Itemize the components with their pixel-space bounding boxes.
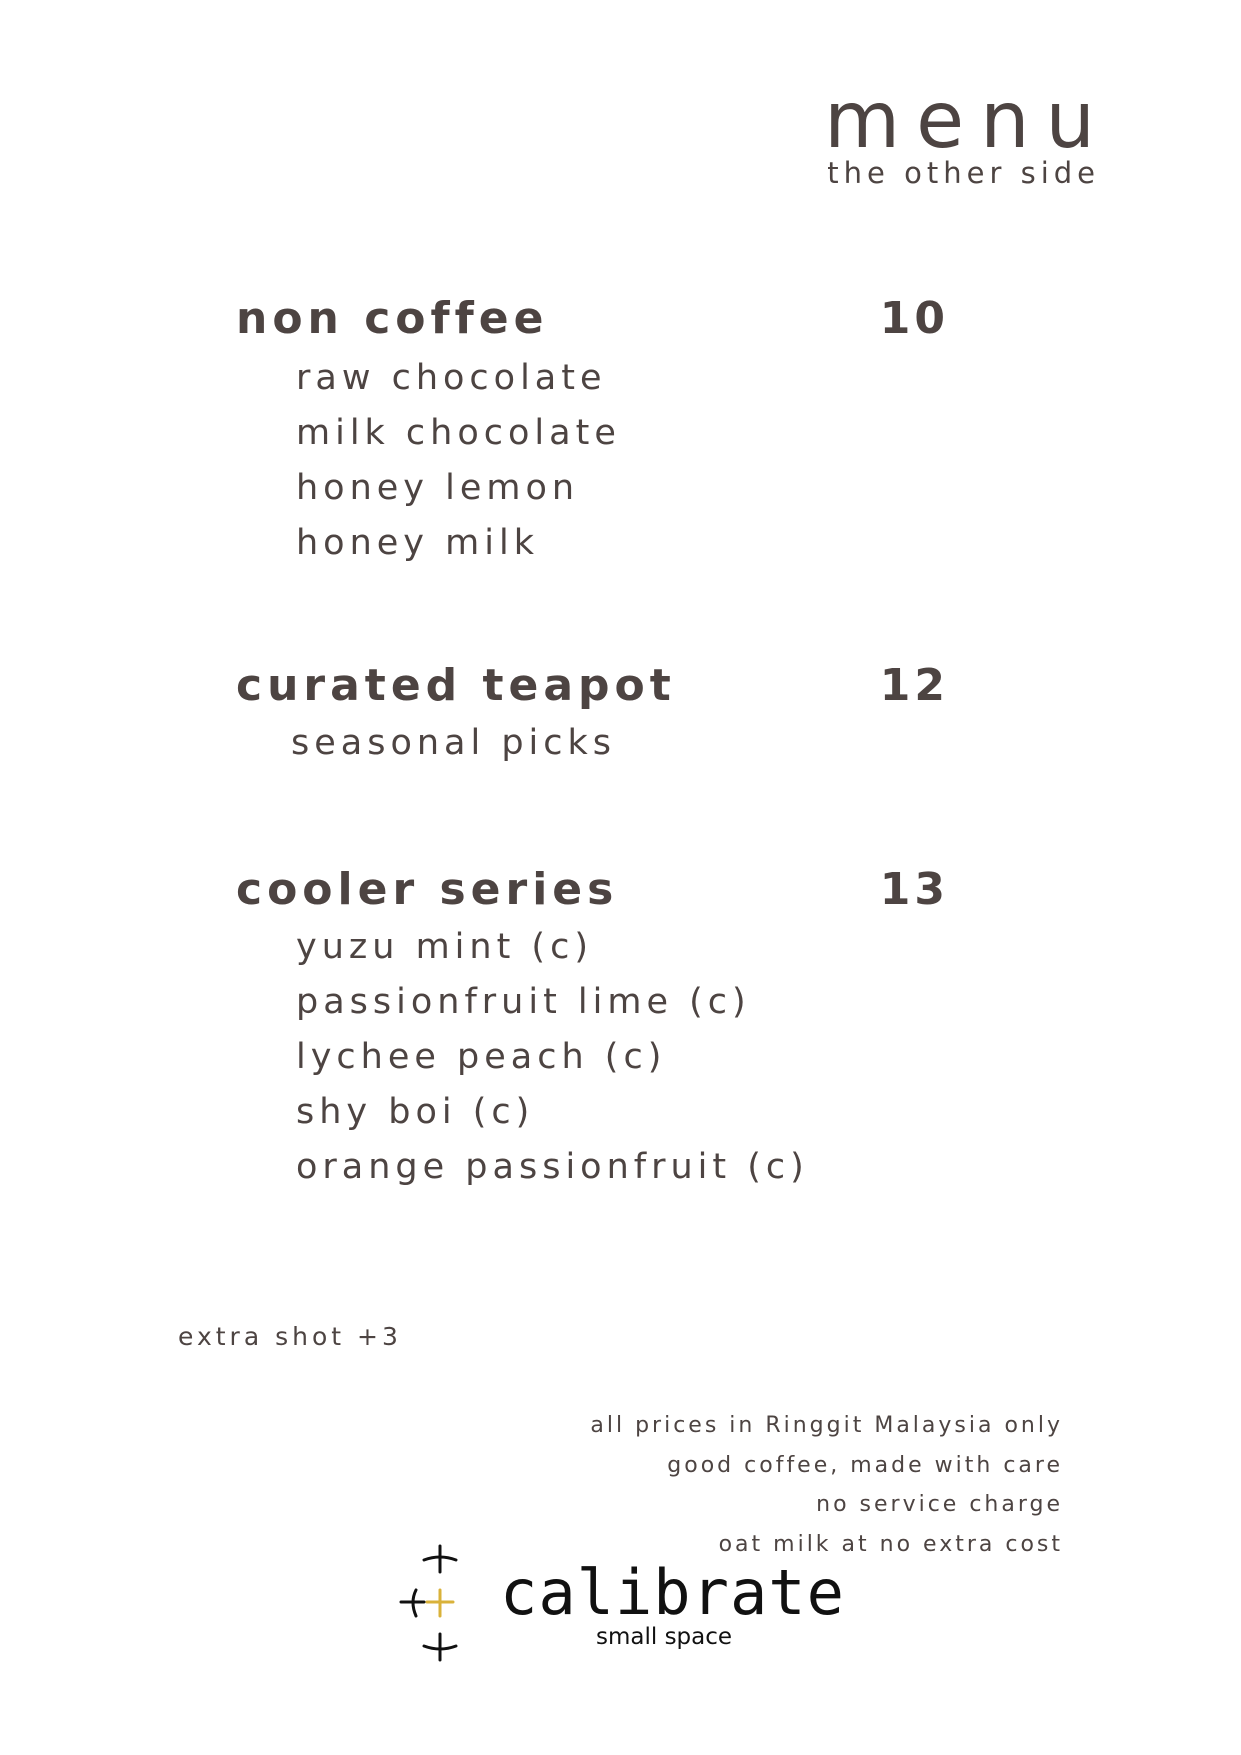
brand-tagline: small space xyxy=(596,1624,733,1650)
section-price: 12 xyxy=(879,660,949,711)
section-header xyxy=(236,658,956,714)
note-line: all prices in Ringgit Malaysia only xyxy=(590,1413,1063,1438)
menu-item: honey milk xyxy=(296,523,539,563)
menu-item: passionfruit lime (c) xyxy=(296,982,751,1022)
calibrate-logo xyxy=(398,1544,858,1664)
section-header xyxy=(236,862,956,918)
brand-name: calibrate xyxy=(500,1556,845,1629)
item-list xyxy=(236,920,956,1195)
menu-item: milk chocolate xyxy=(296,413,621,453)
section-price: 10 xyxy=(879,293,949,344)
item-list xyxy=(236,351,956,571)
menu-item: seasonal picks xyxy=(291,723,617,763)
menu-item: shy boi (c) xyxy=(296,1092,535,1132)
page-subtitle: the other side xyxy=(827,156,1100,190)
section-name: non coffee xyxy=(236,293,549,344)
menu-item: lychee peach (c) xyxy=(296,1037,667,1077)
note-line: no service charge xyxy=(816,1492,1063,1517)
section-cooler-series xyxy=(236,862,956,1195)
note-line: good coffee, made with care xyxy=(667,1452,1063,1478)
footer-notes xyxy=(590,1406,1063,1564)
menu-item: yuzu mint (c) xyxy=(296,927,593,967)
extra-shot-note: extra shot +3 xyxy=(178,1322,402,1351)
menu-header xyxy=(824,76,1111,190)
section-name: cooler series xyxy=(236,864,619,915)
page-title: menu xyxy=(824,76,1111,166)
section-curated-teapot xyxy=(236,658,956,771)
menu-item: honey lemon xyxy=(296,468,580,508)
menu-item: orange passionfruit (c) xyxy=(296,1147,809,1187)
section-name: curated teapot xyxy=(236,660,676,711)
section-non-coffee xyxy=(236,291,956,571)
note-line: oat milk at no extra cost xyxy=(718,1531,1063,1557)
crosshair-logo-icon xyxy=(398,1544,482,1662)
menu-item: raw chocolate xyxy=(296,358,607,398)
section-price: 13 xyxy=(879,864,949,915)
section-header xyxy=(236,291,956,347)
item-list xyxy=(236,716,956,771)
